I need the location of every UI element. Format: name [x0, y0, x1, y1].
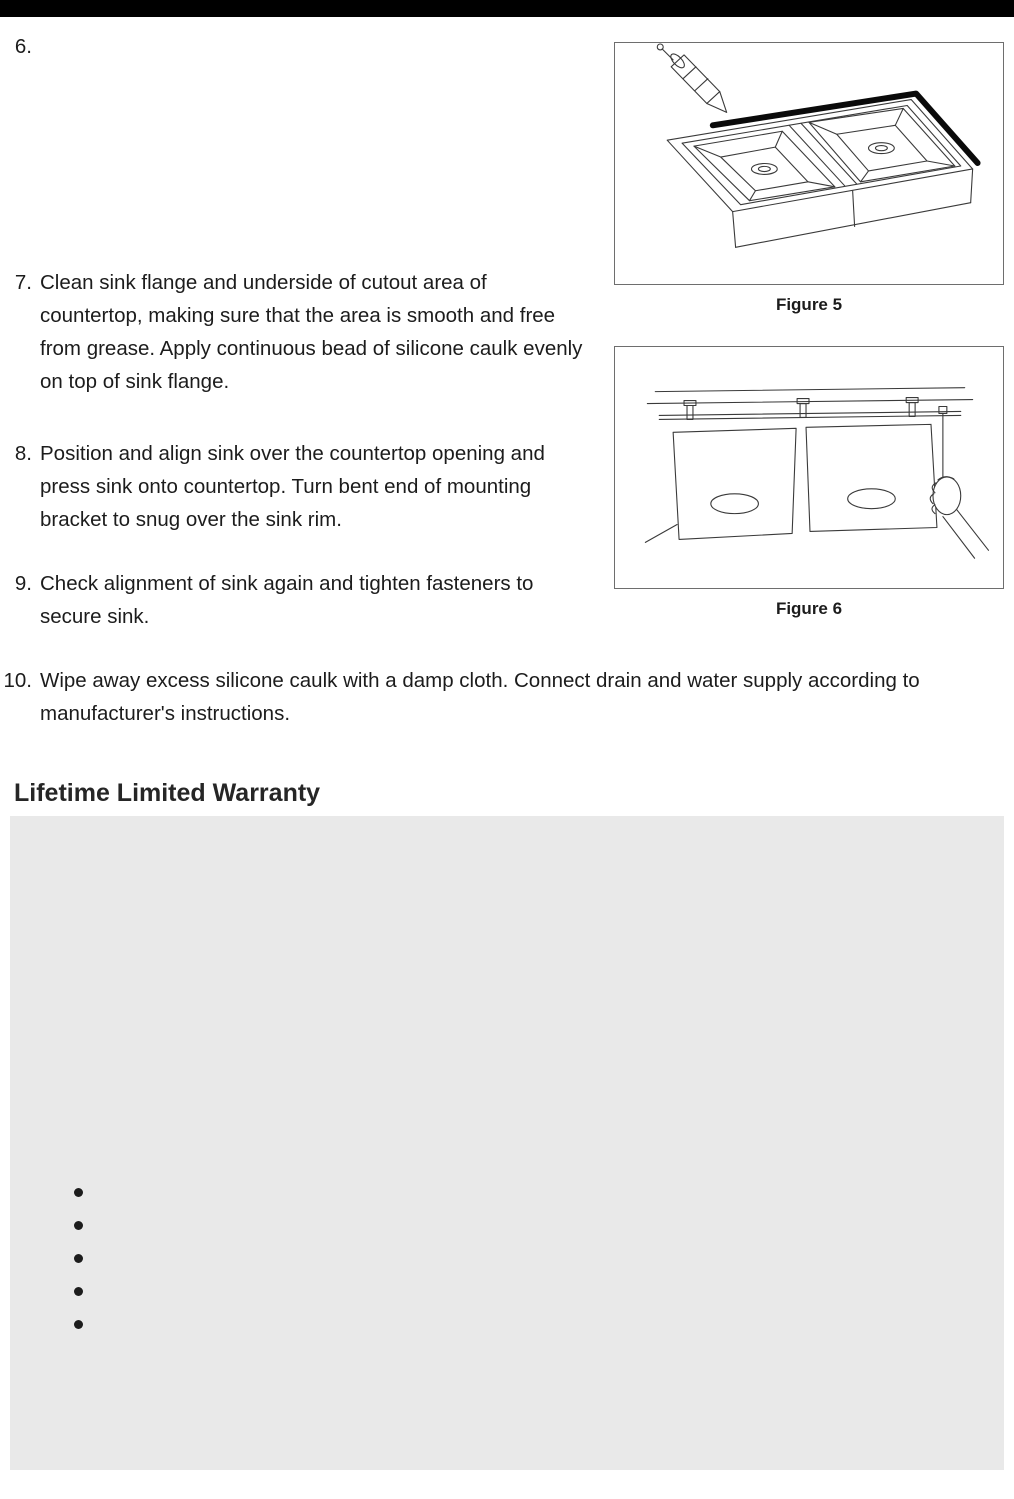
warranty-bullet-item — [74, 1188, 83, 1197]
step-10 — [0, 664, 1012, 730]
step-number: 9. — [14, 572, 32, 595]
warranty-section-heading: Lifetime Limited Warranty — [14, 779, 321, 807]
step-text: Clean sink flange and underside of cutout area of countertop, making sure that the area is smooth and free from grease. Apply continuous bead of silicone caulk evenly on top of sink flange. — [40, 271, 583, 393]
step-8 — [0, 437, 590, 536]
figure5-caption: Figure 5 — [775, 295, 843, 314]
warranty-bullet-item — [74, 1320, 83, 1329]
bullet-icon — [74, 1287, 83, 1296]
warranty-panel — [10, 816, 1004, 1470]
step-text: Wipe away excess silicone caulk with a damp cloth. Connect drain and water supply according to manufacturer's instructions. — [40, 669, 920, 725]
page-top-black-bar — [0, 0, 1014, 17]
figure5-frame — [614, 42, 1004, 285]
figure6-frame — [614, 346, 1004, 589]
figure6-caption: Figure 6 — [775, 599, 843, 618]
step-text — [40, 30, 120, 63]
step-text: Position and align sink over the countertop opening and press sink onto countertop. Turn bent end of mounting bracket to snug over the sink rim. — [40, 442, 545, 531]
warranty-bullet-item — [74, 1221, 83, 1230]
bullet-icon — [74, 1221, 83, 1230]
step-text: Check alignment of sink again and tighten fasteners to secure sink. — [40, 572, 534, 628]
step-9 — [0, 567, 590, 633]
warranty-bullet-item — [74, 1254, 83, 1263]
step-number: 10. — [3, 669, 32, 692]
step-6 — [0, 30, 120, 63]
step-7 — [0, 266, 590, 398]
bullet-icon — [74, 1254, 83, 1263]
bullet-icon — [74, 1320, 83, 1329]
step-number: 8. — [14, 442, 32, 465]
step-number: 6. — [14, 35, 32, 58]
bullet-icon — [74, 1188, 83, 1197]
figure5-sink-caulking-illustration — [615, 43, 1003, 284]
step-number: 7. — [14, 271, 32, 294]
figure6-mounting-bracket-illustration — [615, 347, 1003, 588]
warranty-bullet-item — [74, 1287, 83, 1296]
